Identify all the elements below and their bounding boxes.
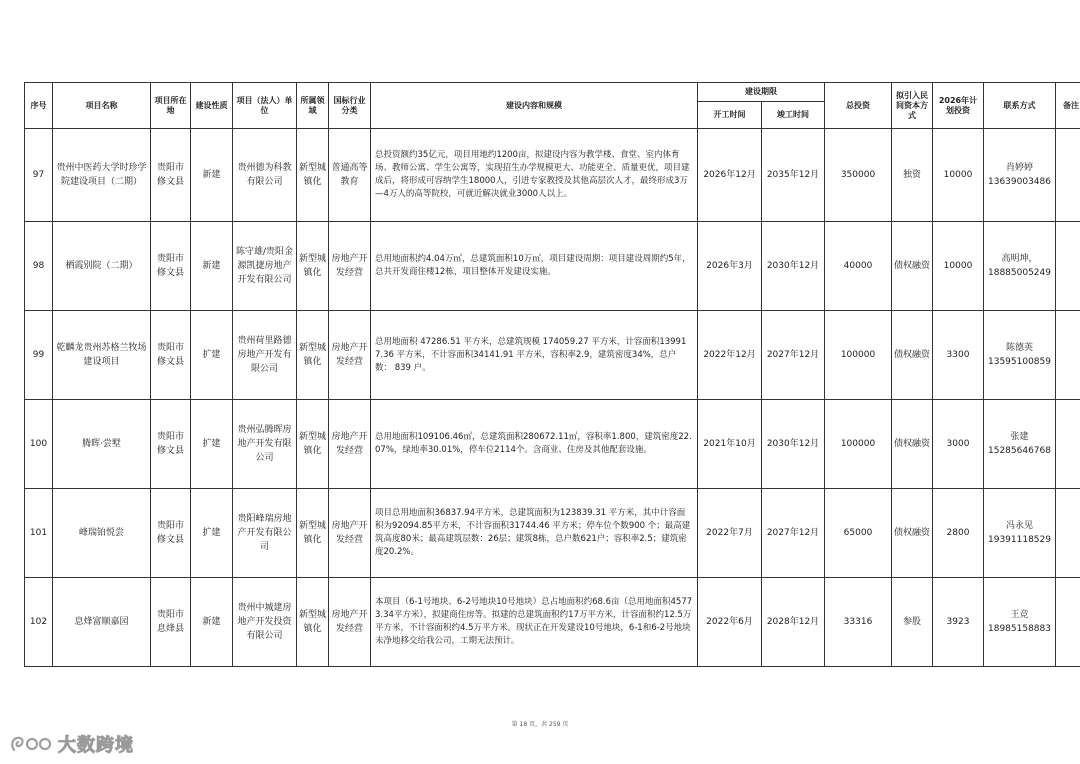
cell-plan-2026: 3923 — [933, 578, 984, 667]
cell-end-time: 2027年12月 — [762, 311, 825, 400]
cell-intro-method: 独资 — [892, 129, 933, 222]
cell-contact — [984, 129, 1056, 222]
cell-note — [1056, 311, 1080, 400]
cell-domain: 新型城镇化 — [297, 311, 329, 400]
cell-note — [1056, 578, 1080, 667]
cell-plan-2026: 3300 — [933, 311, 984, 400]
cell-location: 贵阳市修文县 — [151, 400, 191, 489]
cell-location: 贵阳市修文县 — [151, 129, 191, 222]
contact-phone: 18985158883 — [988, 624, 1051, 634]
cell-content: 总用地面积109106.46㎡，总建筑面积280672.11㎡，容积率1.800，建筑密度22.07%，绿地率30.01%，停车位2114个。含商业、住房及其他配套设施。 — [371, 400, 698, 489]
contact-phone: 13639003486 — [988, 177, 1051, 187]
cell-nature: 新建 — [191, 222, 233, 311]
cell-note — [1056, 129, 1080, 222]
table-row — [25, 129, 1080, 222]
contact-phone: 13595100859 — [988, 357, 1051, 367]
cell-start-time: 2022年12月 — [698, 311, 762, 400]
cell-seq: 101 — [25, 489, 53, 578]
table-row — [25, 489, 1080, 578]
cell-owner: 贵州荷里路德房地产开发有限公司 — [233, 311, 297, 400]
bigdata-logo-icon — [8, 734, 52, 754]
cell-start-time: 2021年10月 — [698, 400, 762, 489]
cell-start-time: 2026年12月 — [698, 129, 762, 222]
header-owner: 项目（法人）单位 — [233, 83, 297, 129]
cell-industry: 房地产开发经营 — [329, 311, 371, 400]
cell-investment: 100000 — [825, 311, 892, 400]
contact-phone: 18885005249 — [988, 268, 1051, 278]
cell-nature: 扩建 — [191, 400, 233, 489]
table-row — [25, 222, 1080, 311]
cell-industry: 房地产开发经营 — [329, 578, 371, 667]
cell-contact — [984, 311, 1056, 400]
header-domain: 所属领域 — [297, 83, 329, 129]
cell-domain: 新型城镇化 — [297, 400, 329, 489]
header-period: 建设期限 — [698, 83, 825, 102]
header-end: 竣工时间 — [762, 102, 825, 129]
cell-end-time: 2027年12月 — [762, 489, 825, 578]
cell-start-time: 2026年3月 — [698, 222, 762, 311]
header-industry: 国标行业分类 — [329, 83, 371, 129]
contact-name: 王竞 — [1010, 610, 1029, 620]
cell-seq: 99 — [25, 311, 53, 400]
cell-industry: 房地产开发经营 — [329, 222, 371, 311]
cell-contact — [984, 578, 1056, 667]
cell-investment: 65000 — [825, 489, 892, 578]
cell-domain: 新型城镇化 — [297, 129, 329, 222]
cell-project-name: 息烽富顺嘉园 — [53, 578, 151, 667]
cell-contact — [984, 489, 1056, 578]
cell-industry: 房地产开发经营 — [329, 400, 371, 489]
cell-owner: 贵阳峰瑞房地产开发有限公司 — [233, 489, 297, 578]
cell-end-time: 2030年12月 — [762, 400, 825, 489]
header-plan2026: 2026年计划投资 — [933, 83, 984, 129]
header-intro: 拟引入民间资本方式 — [892, 83, 933, 129]
cell-contact — [984, 222, 1056, 311]
header-note: 备注 — [1056, 83, 1080, 129]
contact-phone: 15285646768 — [988, 446, 1051, 456]
page-footer: 第 18 页，共 259 页 — [511, 721, 569, 728]
cell-intro-method: 参股 — [892, 578, 933, 667]
contact-name: 张建 — [1010, 432, 1029, 442]
table-row — [25, 311, 1080, 400]
cell-location: 贵阳市息烽县 — [151, 578, 191, 667]
cell-industry: 普通高等教育 — [329, 129, 371, 222]
cell-seq: 102 — [25, 578, 53, 667]
project-table — [24, 82, 1080, 667]
header-contact: 联系方式 — [984, 83, 1056, 129]
cell-location: 贵阳市修文县 — [151, 222, 191, 311]
table-row — [25, 400, 1080, 489]
cell-nature: 扩建 — [191, 311, 233, 400]
cell-project-name: 峰瑞铂悦尝 — [53, 489, 151, 578]
cell-investment: 350000 — [825, 129, 892, 222]
cell-location: 贵阳市修文县 — [151, 489, 191, 578]
cell-investment: 100000 — [825, 400, 892, 489]
cell-location: 贵阳市修文县 — [151, 311, 191, 400]
cell-project-name: 贵州中医药大学时珍学院建设项目（二期） — [53, 129, 151, 222]
cell-owner: 贵州中城建房地产开发投资有限公司 — [233, 578, 297, 667]
cell-investment: 40000 — [825, 222, 892, 311]
cell-content: 总用地面积 47286.51 平方米，总建筑规模 174059.27 平方米，计容面积139917.36 平方米，不计容面积34141.91 平方米，容积率2.9，建筑密度34%，总户数： 839 户。 — [371, 311, 698, 400]
cell-owner: 陈守雄/贵阳金源凯捷房地产开发有限公司 — [233, 222, 297, 311]
cell-plan-2026: 10000 — [933, 222, 984, 311]
header-investment: 总投资 — [825, 83, 892, 129]
cell-start-time: 2022年6月 — [698, 578, 762, 667]
cell-end-time: 2028年12月 — [762, 578, 825, 667]
cell-note — [1056, 400, 1080, 489]
watermark — [8, 731, 134, 757]
header-start: 开工时间 — [698, 102, 762, 129]
cell-content: 本项目（6-1号地块、6-2号地块10号地块）总占地面积约68.6亩（总用地面积45773.34平方米），拟建商住房等。拟建的总建筑面积约17万平方米，计容面积约12.5万平方米，不计容面积约4.5万平方米。现状正在开发建设10号地块，6-1和6-2号地块未净地移交给我公司，工期无法预计。 — [371, 578, 698, 667]
cell-intro-method: 债权融资 — [892, 489, 933, 578]
cell-investment: 33316 — [825, 578, 892, 667]
cell-domain: 新型城镇化 — [297, 489, 329, 578]
cell-end-time: 2035年12月 — [762, 129, 825, 222]
cell-project-name: 乾麟龙贵州苏格兰牧场建设项目 — [53, 311, 151, 400]
cell-plan-2026: 2800 — [933, 489, 984, 578]
cell-content: 总用地面积约4.04万㎡，总建筑面积10万㎡，项目建设周期：项目建设周期约5年，总共开发商住楼12栋，项目整体开发建设实施。 — [371, 222, 698, 311]
cell-seq: 98 — [25, 222, 53, 311]
cell-owner: 贵州弘腾晖房地产开发有限公司 — [233, 400, 297, 489]
cell-note — [1056, 222, 1080, 311]
contact-phone: 19391118529 — [988, 535, 1051, 545]
cell-intro-method: 债权融资 — [892, 400, 933, 489]
watermark-text: 大数跨境 — [58, 735, 134, 756]
cell-industry: 房地产开发经营 — [329, 489, 371, 578]
contact-name: 陈德英 — [1005, 343, 1033, 353]
cell-domain: 新型城镇化 — [297, 222, 329, 311]
cell-plan-2026: 3000 — [933, 400, 984, 489]
cell-intro-method: 债权融资 — [892, 311, 933, 400]
header-nature: 建设性质 — [191, 83, 233, 129]
cell-note — [1056, 489, 1080, 578]
header-name: 项目名称 — [53, 83, 151, 129]
cell-end-time: 2030年12月 — [762, 222, 825, 311]
cell-nature: 扩建 — [191, 489, 233, 578]
cell-project-name: 栖霞别院（二期） — [53, 222, 151, 311]
cell-start-time: 2022年7月 — [698, 489, 762, 578]
cell-content: 项目总用地面积36837.94平方米，总建筑面积为123839.31 平方米，其中计容面积为92094.85平方米，不计容面积31744.46 平方米；停车位个数900 个；最高建筑高度80米；最高建筑层数：26层；建筑8栋，总户数621户；容积率2.5；建筑密度20.2%。 — [371, 489, 698, 578]
cell-seq: 97 — [25, 129, 53, 222]
header-content: 建设内容和规模 — [371, 83, 698, 129]
header-seq: 序号 — [25, 83, 53, 129]
cell-owner: 贵州德为科教有限公司 — [233, 129, 297, 222]
cell-domain: 新型城镇化 — [297, 578, 329, 667]
cell-plan-2026: 10000 — [933, 129, 984, 222]
contact-name: 冯永见 — [1005, 521, 1033, 531]
table-row — [25, 578, 1080, 667]
contact-name: 肖婷婷 — [1005, 163, 1033, 173]
cell-contact — [984, 400, 1056, 489]
cell-intro-method: 债权融资 — [892, 222, 933, 311]
cell-project-name: 腾晖·尝墅 — [53, 400, 151, 489]
cell-nature: 新建 — [191, 578, 233, 667]
header-location: 项目所在地 — [151, 83, 191, 129]
cell-seq: 100 — [25, 400, 53, 489]
contact-name: 高明坤， — [1001, 254, 1038, 264]
cell-content: 总投资额约35亿元，项目用地约1200亩，拟建设内容为教学楼、食堂、室内体育场、教师公寓、学生公寓等，实现招生办学规模更大、功能更全、质量更优，项目建成后，将形成可容纳学生18000人，引进专家教授及其他高层次人才，最终形成3万—4万人的高等院校，可就近解决就业3000人以上。 — [371, 129, 698, 222]
cell-nature: 新建 — [191, 129, 233, 222]
